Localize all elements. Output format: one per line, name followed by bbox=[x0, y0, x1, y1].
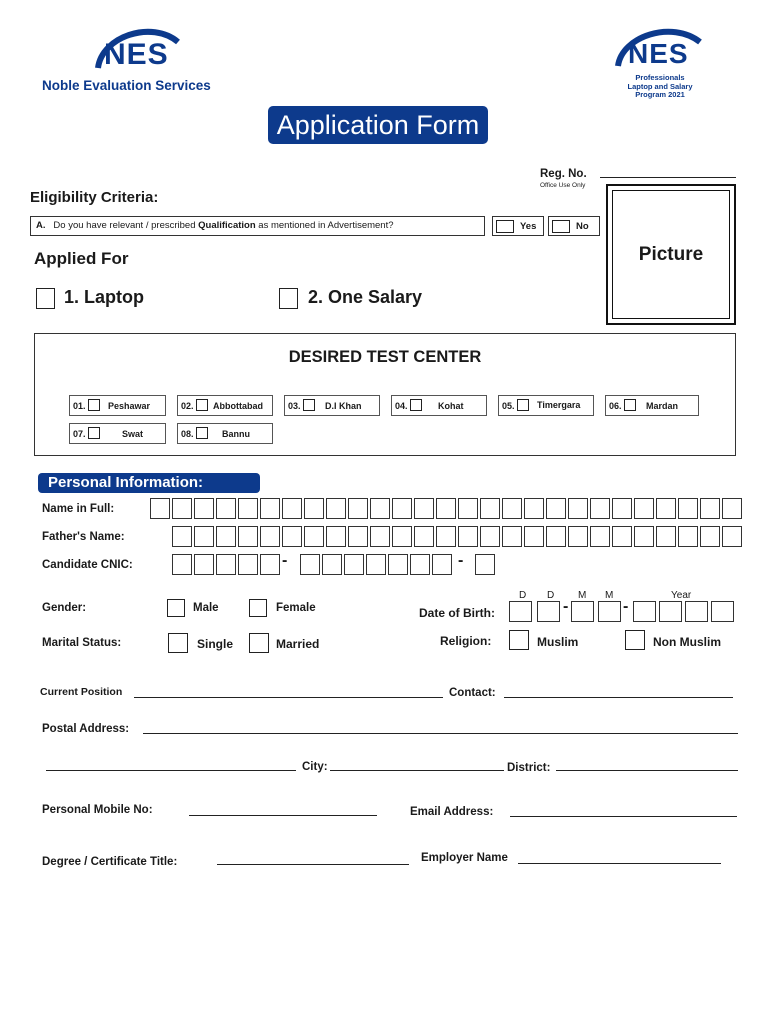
character-cell[interactable] bbox=[194, 554, 214, 575]
logo-text: NES bbox=[104, 38, 169, 71]
character-cell[interactable] bbox=[524, 526, 544, 547]
muslim-checkbox[interactable] bbox=[509, 630, 529, 650]
religion-label: Religion: bbox=[440, 634, 492, 648]
character-cell[interactable] bbox=[458, 526, 478, 547]
character-cell[interactable] bbox=[216, 554, 236, 575]
reg-no-label: Reg. No. bbox=[540, 168, 587, 180]
dob-year-cell[interactable] bbox=[711, 601, 734, 622]
character-cell[interactable] bbox=[216, 498, 236, 519]
character-cell[interactable] bbox=[678, 498, 698, 519]
character-cell[interactable] bbox=[260, 526, 280, 547]
employer-label: Employer Name bbox=[421, 852, 508, 864]
center-checkbox[interactable] bbox=[88, 427, 100, 439]
character-cell[interactable] bbox=[348, 526, 368, 547]
center-option-peshawar[interactable]: 01. Peshawar bbox=[69, 395, 166, 416]
postal-address-field[interactable] bbox=[143, 733, 738, 734]
dob-day-hint: D bbox=[547, 590, 555, 601]
character-cell[interactable] bbox=[656, 498, 676, 519]
form-title: Application Form bbox=[268, 106, 488, 144]
email-label: Email Address: bbox=[410, 806, 494, 818]
degree-field[interactable] bbox=[217, 864, 409, 865]
mobile-field[interactable] bbox=[189, 815, 377, 816]
character-cell[interactable] bbox=[502, 498, 522, 519]
character-cell[interactable] bbox=[634, 498, 654, 519]
character-cell[interactable] bbox=[344, 554, 364, 575]
dob-separator: - bbox=[563, 598, 569, 615]
cnic-separator: - bbox=[282, 552, 288, 569]
yes-checkbox[interactable] bbox=[496, 220, 514, 233]
character-cell[interactable] bbox=[568, 526, 588, 547]
character-cell[interactable] bbox=[304, 498, 324, 519]
degree-label: Degree / Certificate Title: bbox=[42, 856, 178, 868]
center-checkbox[interactable] bbox=[410, 399, 422, 411]
center-checkbox[interactable] bbox=[196, 399, 208, 411]
city-field[interactable] bbox=[330, 770, 504, 771]
no-label: No bbox=[576, 221, 589, 232]
character-cell[interactable] bbox=[260, 554, 280, 575]
character-cell[interactable] bbox=[410, 554, 430, 575]
character-cell[interactable] bbox=[656, 526, 676, 547]
female-label: Female bbox=[276, 602, 316, 614]
character-cell[interactable] bbox=[634, 526, 654, 547]
center-option-timergara[interactable]: 05. Timergara bbox=[498, 395, 594, 416]
dob-year-cell[interactable] bbox=[633, 601, 656, 622]
postal-address-label: Postal Address: bbox=[42, 723, 130, 735]
character-cell[interactable] bbox=[370, 526, 390, 547]
character-cell[interactable] bbox=[326, 498, 346, 519]
center-option-di-khan[interactable]: 03. D.I Khan bbox=[284, 395, 380, 416]
dob-label: Date of Birth: bbox=[419, 606, 495, 620]
married-checkbox[interactable] bbox=[249, 633, 269, 653]
name-label: Name in Full: bbox=[42, 503, 115, 515]
character-cell[interactable] bbox=[300, 554, 320, 575]
postal-address-line2-field[interactable] bbox=[46, 770, 296, 771]
character-cell[interactable] bbox=[568, 498, 588, 519]
character-cell[interactable] bbox=[722, 498, 742, 519]
dob-year-hint: Year bbox=[671, 590, 692, 601]
cnic-label: Candidate CNIC: bbox=[42, 559, 133, 571]
logo-text: NES bbox=[628, 38, 689, 69]
current-position-field[interactable] bbox=[134, 697, 443, 698]
employer-field[interactable] bbox=[518, 863, 721, 864]
character-cell[interactable] bbox=[612, 498, 632, 519]
character-cell[interactable] bbox=[475, 554, 495, 575]
district-label: District: bbox=[507, 762, 551, 774]
no-checkbox[interactable] bbox=[552, 220, 570, 233]
yes-label: Yes bbox=[520, 221, 537, 232]
center-checkbox[interactable] bbox=[303, 399, 315, 411]
male-checkbox[interactable] bbox=[167, 599, 185, 617]
character-cell[interactable] bbox=[612, 526, 632, 547]
character-cell[interactable] bbox=[238, 554, 258, 575]
picture-frame[interactable] bbox=[606, 184, 736, 325]
dob-month-hint: M bbox=[578, 590, 587, 601]
character-cell[interactable] bbox=[150, 498, 170, 519]
character-cell[interactable] bbox=[194, 498, 214, 519]
gender-label: Gender: bbox=[42, 602, 87, 614]
applied-for-heading: Applied For bbox=[34, 249, 129, 268]
laptop-checkbox[interactable] bbox=[36, 288, 55, 309]
current-position-label: Current Position bbox=[40, 686, 123, 698]
reg-no-field[interactable] bbox=[600, 177, 736, 178]
dob-year-cell[interactable] bbox=[659, 601, 682, 622]
center-option-kohat[interactable]: 04. Kohat bbox=[391, 395, 487, 416]
dob-year-cell[interactable] bbox=[685, 601, 708, 622]
dob-separator: - bbox=[623, 598, 629, 615]
character-cell[interactable] bbox=[172, 498, 192, 519]
non-muslim-checkbox[interactable] bbox=[625, 630, 645, 650]
dob-day-cell[interactable] bbox=[537, 601, 560, 622]
character-cell[interactable] bbox=[392, 498, 412, 519]
non-muslim-label: Non Muslim bbox=[653, 635, 721, 649]
character-cell[interactable] bbox=[458, 498, 478, 519]
character-cell[interactable] bbox=[590, 526, 610, 547]
center-checkbox[interactable] bbox=[88, 399, 100, 411]
character-cell[interactable] bbox=[700, 498, 720, 519]
dob-month-hint: M bbox=[605, 590, 614, 601]
eligibility-no-option[interactable] bbox=[548, 216, 600, 236]
contact-label: Contact: bbox=[449, 687, 496, 699]
single-label: Single bbox=[197, 637, 234, 651]
dob-month-cell[interactable] bbox=[571, 601, 594, 622]
character-cell[interactable] bbox=[436, 498, 456, 519]
character-cell[interactable] bbox=[722, 526, 742, 547]
character-cell[interactable] bbox=[304, 526, 324, 547]
married-label: Married bbox=[276, 637, 320, 651]
picture-label: Picture bbox=[638, 244, 704, 265]
dob-day-cell[interactable] bbox=[509, 601, 532, 622]
character-cell[interactable] bbox=[282, 498, 302, 519]
contact-field[interactable] bbox=[504, 697, 733, 698]
email-field[interactable] bbox=[510, 816, 737, 817]
personal-info-heading: Personal Information: bbox=[38, 473, 260, 493]
character-cell[interactable] bbox=[172, 554, 192, 575]
character-cell[interactable] bbox=[546, 498, 566, 519]
eligibility-question: A. Do you have relevant / prescribed Qualification as mentioned in Advertisement? bbox=[30, 216, 485, 236]
eligibility-heading: Eligibility Criteria: bbox=[30, 189, 159, 206]
program-caption: Professionals Laptop and Salary Program 2021 bbox=[627, 73, 693, 99]
city-label: City: bbox=[302, 761, 328, 773]
dob-day-hint: D bbox=[519, 590, 527, 601]
district-field[interactable] bbox=[556, 770, 738, 771]
center-option-swat[interactable]: 07. Swat bbox=[69, 423, 166, 444]
org-name: Noble Evaluation Services bbox=[42, 78, 211, 93]
character-cell[interactable] bbox=[260, 498, 280, 519]
character-cell[interactable] bbox=[216, 526, 236, 547]
character-cell[interactable] bbox=[502, 526, 522, 547]
character-cell[interactable] bbox=[414, 526, 434, 547]
dob-month-cell[interactable] bbox=[598, 601, 621, 622]
character-cell[interactable] bbox=[238, 526, 258, 547]
character-cell[interactable] bbox=[282, 526, 302, 547]
test-center-heading: DESIRED TEST CENTER bbox=[288, 348, 482, 366]
character-cell[interactable] bbox=[436, 526, 456, 547]
character-cell[interactable] bbox=[366, 554, 386, 575]
father-name-label: Father's Name: bbox=[42, 531, 125, 543]
character-cell[interactable] bbox=[326, 526, 346, 547]
character-cell[interactable] bbox=[480, 526, 500, 547]
character-cell[interactable] bbox=[172, 526, 192, 547]
character-cell[interactable] bbox=[432, 554, 452, 575]
one-salary-option-label: 2. One Salary bbox=[308, 287, 423, 307]
character-cell[interactable] bbox=[590, 498, 610, 519]
center-option-bannu[interactable]: 08. Bannu bbox=[177, 423, 273, 444]
center-option-abbottabad[interactable]: 02. Abbottabad bbox=[177, 395, 273, 416]
single-checkbox[interactable] bbox=[168, 633, 188, 653]
one-salary-checkbox[interactable] bbox=[279, 288, 298, 309]
laptop-option-label: 1. Laptop bbox=[64, 287, 144, 307]
center-option-mardan[interactable]: 06. Mardan bbox=[605, 395, 699, 416]
character-cell[interactable] bbox=[388, 554, 408, 575]
character-cell[interactable] bbox=[238, 498, 258, 519]
character-cell[interactable] bbox=[414, 498, 434, 519]
marital-status-label: Marital Status: bbox=[42, 637, 122, 649]
character-cell[interactable] bbox=[348, 498, 368, 519]
character-cell[interactable] bbox=[678, 526, 698, 547]
character-cell[interactable] bbox=[370, 498, 390, 519]
character-cell[interactable] bbox=[700, 526, 720, 547]
cnic-separator: - bbox=[458, 552, 464, 569]
character-cell[interactable] bbox=[392, 526, 412, 547]
center-checkbox[interactable] bbox=[517, 399, 529, 411]
center-checkbox[interactable] bbox=[624, 399, 636, 411]
male-label: Male bbox=[193, 602, 219, 614]
mobile-label: Personal Mobile No: bbox=[42, 804, 153, 816]
character-cell[interactable] bbox=[546, 526, 566, 547]
character-cell[interactable] bbox=[480, 498, 500, 519]
muslim-label: Muslim bbox=[537, 635, 579, 649]
female-checkbox[interactable] bbox=[249, 599, 267, 617]
character-cell[interactable] bbox=[524, 498, 544, 519]
character-cell[interactable] bbox=[194, 526, 214, 547]
center-checkbox[interactable] bbox=[196, 427, 208, 439]
eligibility-yes-option[interactable] bbox=[492, 216, 544, 236]
office-use-note: Office Use Only bbox=[540, 182, 586, 189]
character-cell[interactable] bbox=[322, 554, 342, 575]
